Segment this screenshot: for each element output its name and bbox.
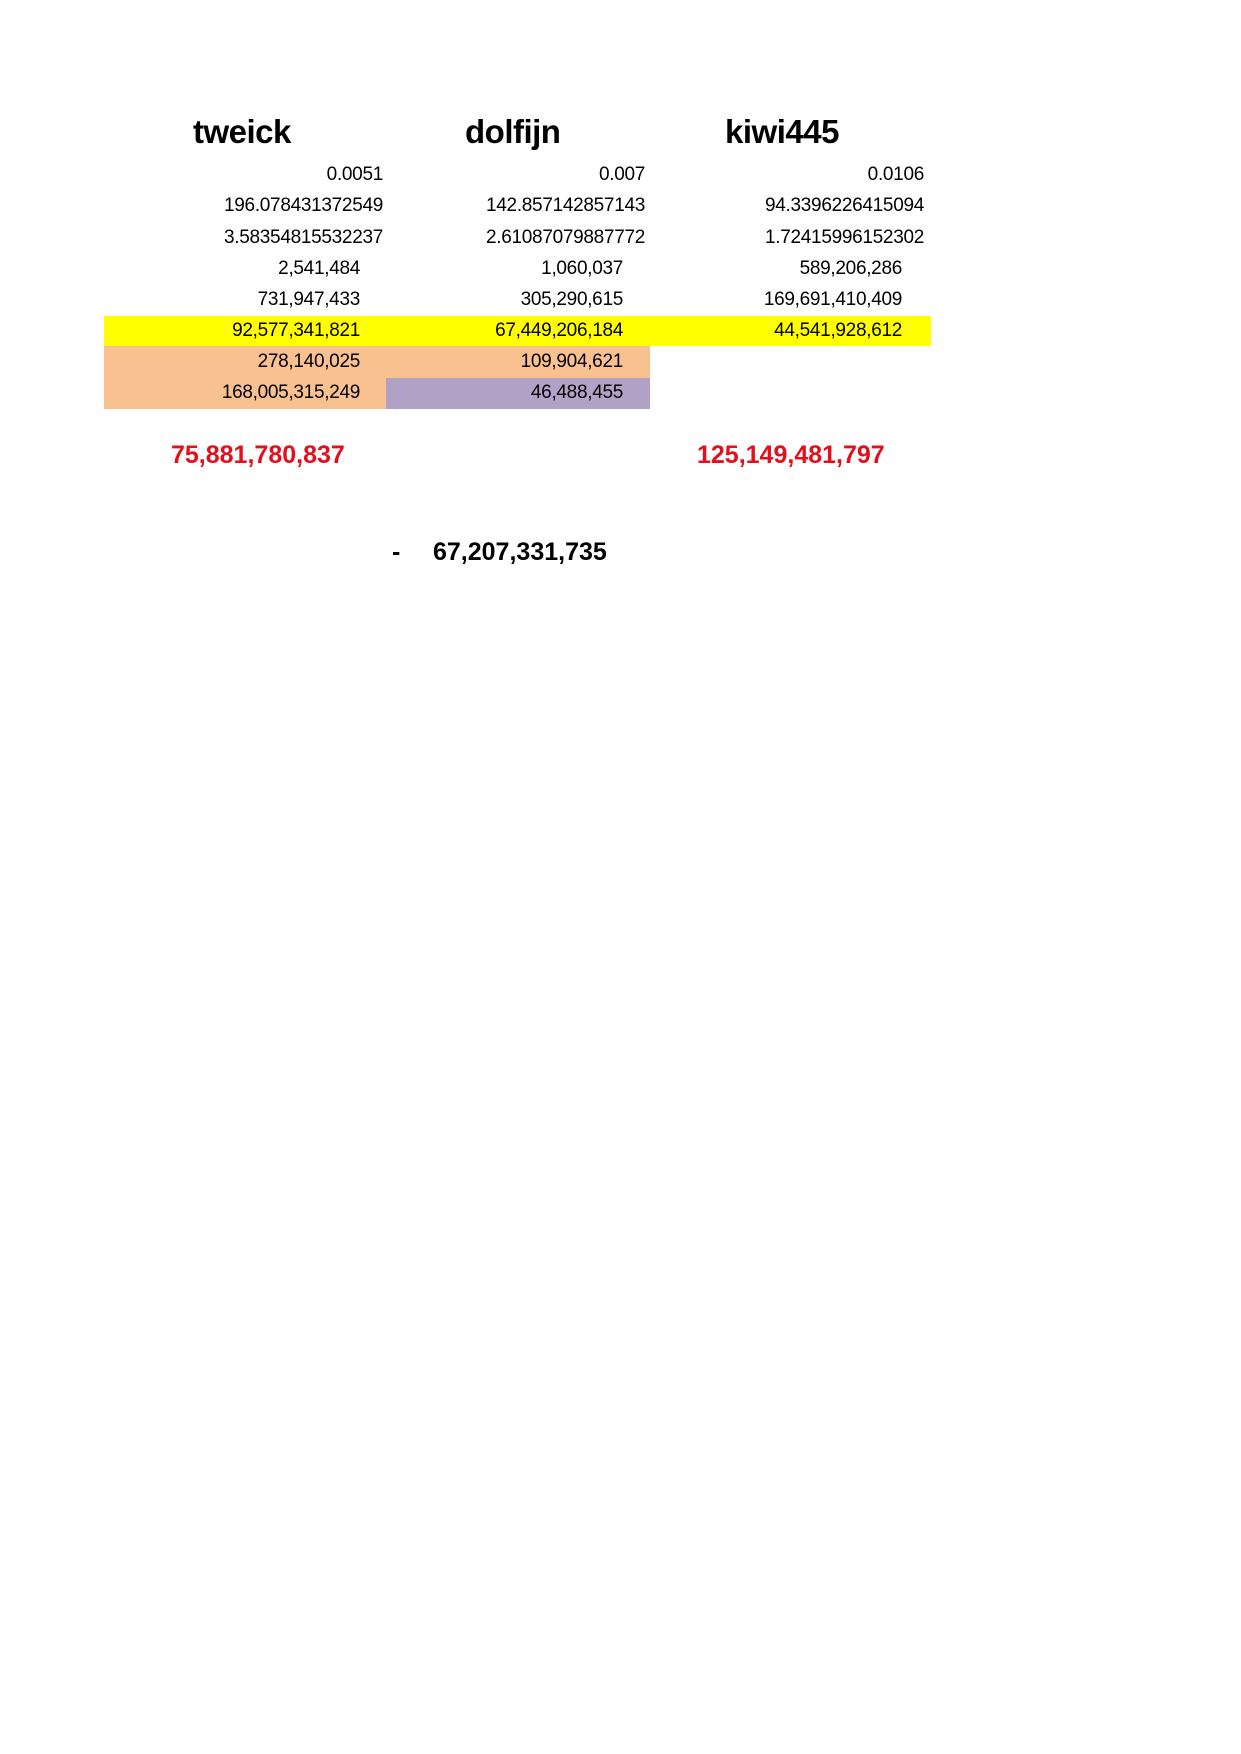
cell-dolfijn-r4: 305,290,615 bbox=[520, 289, 623, 310]
cell-tweick-r3: 2,541,484 bbox=[278, 258, 360, 279]
difference-value: 67,207,331,735 bbox=[433, 538, 607, 566]
cell-kiwi-r5: 44,541,928,612 bbox=[774, 320, 902, 341]
cell-dolfijn-r3: 1,060,037 bbox=[541, 258, 623, 279]
difference-sign: - bbox=[392, 538, 401, 566]
cell-kiwi-r0: 0.0106 bbox=[867, 164, 924, 185]
cell-dolfijn-r7: 46,488,455 bbox=[530, 382, 623, 403]
cell-kiwi-r2: 1.72415996152302 bbox=[765, 227, 924, 248]
header-tweick: tweick bbox=[193, 113, 291, 150]
cell-tweick-r7: 168,005,315,249 bbox=[221, 382, 360, 403]
cell-dolfijn-r6: 109,904,621 bbox=[520, 351, 623, 372]
cell-dolfijn-r2: 2.61087079887772 bbox=[486, 227, 645, 248]
cell-tweick-r0: 0.0051 bbox=[326, 164, 383, 185]
cell-kiwi-r4: 169,691,410,409 bbox=[763, 289, 902, 310]
cell-tweick-r4: 731,947,433 bbox=[257, 289, 360, 310]
cell-dolfijn-r5: 67,449,206,184 bbox=[495, 320, 623, 341]
header-kiwi445: kiwi445 bbox=[725, 113, 839, 150]
cell-tweick-r2: 3.58354815532237 bbox=[224, 227, 383, 248]
cell-tweick-r6: 278,140,025 bbox=[257, 351, 360, 372]
header-dolfijn: dolfijn bbox=[465, 113, 561, 150]
cell-dolfijn-r0: 0.007 bbox=[598, 164, 645, 185]
cell-dolfijn-r1: 142.857142857143 bbox=[486, 195, 645, 216]
cell-kiwi-r1: 94.3396226415094 bbox=[765, 195, 924, 216]
kiwi-result: 125,149,481,797 bbox=[697, 441, 885, 469]
cell-kiwi-r3: 589,206,286 bbox=[799, 258, 902, 279]
tweick-result: 75,881,780,837 bbox=[171, 441, 345, 469]
cell-tweick-r1: 196.078431372549 bbox=[224, 195, 383, 216]
cell-tweick-r5: 92,577,341,821 bbox=[232, 320, 360, 341]
